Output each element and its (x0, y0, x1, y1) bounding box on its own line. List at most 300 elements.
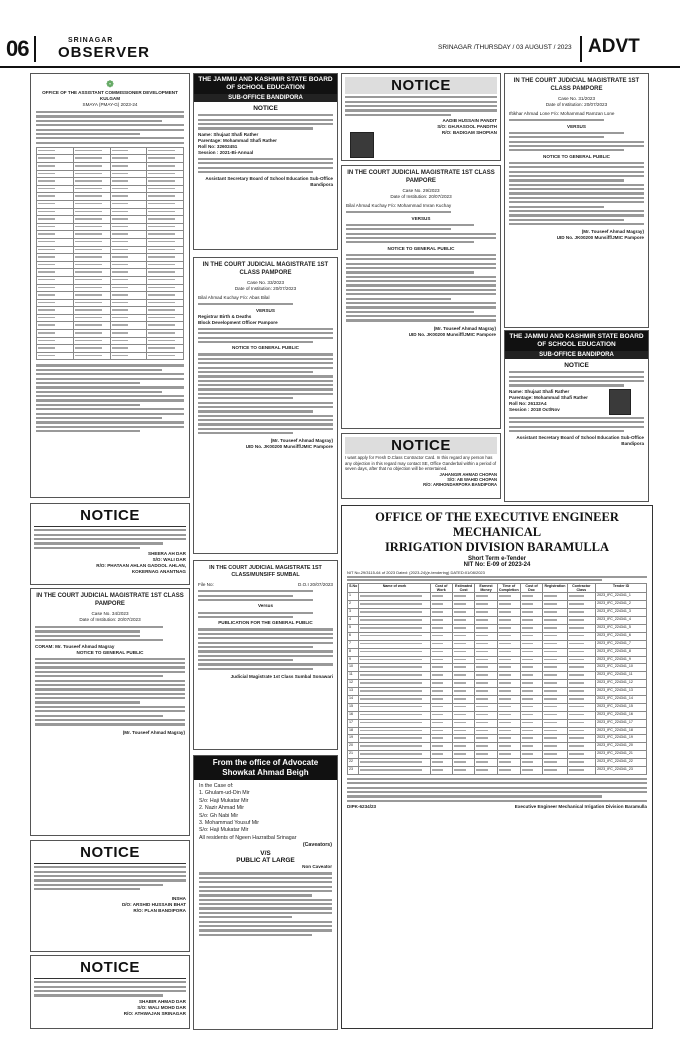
uid: UID No. JK00200 Munsiff/JMIC Pampore (408, 331, 496, 337)
table-cell (475, 648, 497, 656)
table-cell (37, 254, 74, 262)
board-sub: SUB-OFFICE BANDIPORA (505, 351, 648, 359)
table-cell (520, 751, 542, 759)
table-cell (73, 216, 110, 224)
table-row (348, 711, 647, 719)
table-cell (567, 695, 595, 703)
table-cell (497, 727, 520, 735)
table-cell (543, 735, 567, 743)
table-cell (110, 216, 147, 224)
dipk-number: DIPK-6234/23 (347, 804, 377, 810)
table-cell (452, 759, 474, 767)
table-cell (475, 688, 497, 696)
table-cell (475, 743, 497, 751)
tender-id: 2023_IFC_224341_16 (596, 711, 647, 719)
roll-no: 26132A4 (527, 400, 547, 406)
table-cell (147, 276, 184, 284)
row-number: 7 (348, 640, 359, 648)
brand-logo: OBSERVER (58, 44, 150, 61)
case-no: Case No. 33/2023 (246, 280, 285, 285)
table-cell (37, 307, 74, 315)
table-cell (359, 640, 430, 648)
table-cell (543, 672, 567, 680)
table-cell (37, 185, 74, 193)
table-cell (452, 719, 474, 727)
table-cell (37, 170, 74, 178)
table-cell (37, 155, 74, 163)
signer-addr: R/O: ATHWAJAN SRINAGAR (123, 1010, 186, 1016)
table-cell (567, 743, 595, 751)
versus: VERSUS (567, 123, 586, 129)
table-cell (147, 170, 184, 178)
table-cell (147, 193, 184, 201)
table-cell (147, 238, 184, 246)
signer: (Mr. Touseef Ahmad Magray) (433, 325, 496, 331)
table-cell (147, 307, 184, 315)
table-cell (543, 617, 567, 625)
table-cell (452, 680, 474, 688)
table-cell (359, 759, 430, 767)
table-cell (475, 601, 497, 609)
table-cell (430, 648, 452, 656)
table-cell (543, 632, 567, 640)
notice-insha (30, 840, 190, 952)
roll-no: 32602451 (216, 143, 238, 149)
table-cell (452, 617, 474, 625)
case-no: Case No. 29/2023 (402, 188, 440, 193)
table-cell (475, 617, 497, 625)
table-cell (520, 727, 542, 735)
table-cell (475, 672, 497, 680)
tender-id: 2023_IFC_224341_2 (596, 601, 647, 609)
label: Parentage: (509, 394, 533, 400)
table-cell (497, 743, 520, 751)
table-cell (147, 254, 184, 262)
signer: (Mr. Touseef Ahmad Magray) (122, 729, 185, 735)
table-cell (452, 688, 474, 696)
table-cell (567, 640, 595, 648)
label: Roll No: (509, 400, 527, 406)
row-number: 12 (348, 680, 359, 688)
table-cell (497, 751, 520, 759)
advocate-title: From the office of Advocate Showkat Ahmad Beigh (194, 756, 337, 780)
label: Session : (509, 406, 530, 412)
table-row (348, 593, 647, 601)
case-no: Case No. 31/2023 (557, 96, 596, 101)
versus: Versus (257, 603, 274, 609)
table-cell (110, 269, 147, 277)
table-cell (73, 170, 110, 178)
table-row (348, 751, 647, 759)
table-cell (73, 322, 110, 330)
table-row (37, 261, 184, 269)
table-cell (359, 719, 430, 727)
table-cell (430, 735, 452, 743)
table-row (348, 632, 647, 640)
table-header-cell: Cost of Doc (520, 584, 542, 593)
table-row (348, 766, 647, 774)
table-header-cell: S.No (348, 584, 359, 593)
table-cell (359, 703, 430, 711)
tender-id: 2023_IFC_224341_1 (596, 593, 647, 601)
row-number: 10 (348, 664, 359, 672)
row-number: 14 (348, 695, 359, 703)
table-cell (567, 719, 595, 727)
table-row (37, 337, 184, 345)
table-cell (110, 170, 147, 178)
table-row (37, 254, 184, 262)
board-notice-label: NOTICE (564, 362, 589, 369)
notice-title: NOTICE (80, 507, 140, 524)
table-cell (359, 695, 430, 703)
respondent: Block Development Officer Pampore (198, 319, 278, 325)
table-row (37, 322, 184, 330)
court-title: IN THE COURT JUDICIAL MAGISTRATE 1ST CLASS PAMPORE (513, 78, 640, 92)
table-cell (567, 601, 595, 609)
party-item: All residents of Ngeen Hazratbal Srinagar (199, 834, 297, 841)
table-cell (567, 624, 595, 632)
table-cell (452, 751, 474, 759)
notice-title: NOTICE (80, 844, 140, 861)
tender-id: 2023_IFC_224341_14 (596, 695, 647, 703)
table-cell (543, 680, 567, 688)
table-cell (452, 735, 474, 743)
table-cell (359, 609, 430, 617)
table-cell (37, 337, 74, 345)
table-cell (452, 624, 474, 632)
party: Bilal Ahmad Kuchay F/o: Abas Bilal (198, 295, 270, 300)
tender-id: 2023_IFC_224341_18 (596, 727, 647, 735)
table-row (37, 223, 184, 231)
label: Parentage: (198, 137, 222, 143)
court-notice-1 (30, 588, 190, 836)
party-item: S/o: Haji Mukatar Mir (199, 797, 249, 804)
table-row (37, 269, 184, 277)
court-notice-2 (193, 257, 338, 554)
table-cell (73, 269, 110, 277)
table-cell (543, 601, 567, 609)
table-cell (497, 711, 520, 719)
court-title: IN THE COURT JUDICIAL MAGISTRATE 1ST CLASS PAMPORE (347, 170, 495, 184)
table-cell (543, 751, 567, 759)
table-cell (497, 617, 520, 625)
table-cell (359, 680, 430, 688)
table-row (37, 208, 184, 216)
table-cell (543, 593, 567, 601)
table-cell (520, 672, 542, 680)
table-row (37, 185, 184, 193)
table-cell (475, 711, 497, 719)
table-cell (110, 200, 147, 208)
table-cell (147, 246, 184, 254)
table-row (348, 735, 647, 743)
table-row (348, 688, 647, 696)
table-cell (475, 680, 497, 688)
court-notice-3 (341, 165, 501, 429)
row-number: 17 (348, 719, 359, 727)
table-cell (73, 185, 110, 193)
table-cell (452, 609, 474, 617)
table-cell (452, 672, 474, 680)
table-cell (73, 284, 110, 292)
table-cell (497, 759, 520, 767)
table-row (348, 759, 647, 767)
table-cell (520, 624, 542, 632)
party-item: S/o: Haji Mukatar Mir (199, 827, 249, 834)
table-cell (543, 743, 567, 751)
table-cell (430, 640, 452, 648)
table-cell (110, 155, 147, 163)
table-row (37, 330, 184, 338)
signer-addr: KOKERNAG ANANTNAG (131, 569, 186, 575)
tender-id: 2023_IFC_224341_23 (596, 766, 647, 774)
table-cell (359, 766, 430, 774)
table-cell (37, 261, 74, 269)
table-header-cell: Time of Completion (498, 584, 519, 593)
table-cell (147, 178, 184, 186)
table-cell (110, 261, 147, 269)
table-cell (147, 223, 184, 231)
table-cell (475, 695, 497, 703)
table-cell (543, 727, 567, 735)
table-cell (567, 766, 595, 774)
row-number: 23 (348, 766, 359, 774)
notice-jahangir (341, 433, 501, 499)
table-cell (359, 656, 430, 664)
table-cell (73, 254, 110, 262)
row-number: 20 (348, 743, 359, 751)
notice-title: NOTICE (80, 959, 140, 976)
table-row (37, 155, 184, 163)
table-row (37, 307, 184, 315)
table-cell (147, 231, 184, 239)
table-row (37, 246, 184, 254)
table-cell (452, 656, 474, 664)
table-cell (520, 743, 542, 751)
table-cell (110, 352, 147, 360)
signer-addr: R/O: PHATAAN AHLAN GADOOL AHLAN, (96, 563, 186, 569)
table-cell (520, 664, 542, 672)
table-cell (452, 664, 474, 672)
table-cell (147, 155, 184, 163)
label: Roll No: (198, 143, 216, 149)
row-number: 6 (348, 632, 359, 640)
table-cell (147, 352, 184, 360)
case-date: Date of Institution: 20/07/2023 (79, 617, 141, 622)
notice-general: NOTICE TO GENERAL PUBLIC (76, 649, 144, 655)
signer: SHEERA AH DAR (148, 551, 186, 557)
table-row (37, 352, 184, 360)
row-number: 5 (348, 624, 359, 632)
table-cell (475, 703, 497, 711)
table-cell (497, 735, 520, 743)
respondent: Registrar Birth & Deaths (198, 313, 252, 319)
case-date: Date of Institution: 20/07/2023 (390, 194, 452, 199)
table-cell (147, 337, 184, 345)
table-cell (147, 185, 184, 193)
table-cell (567, 751, 595, 759)
notice-text: I want apply for Fresh D.Class Contractor Card. In this regard any person has any objection in this regard may contact SE, Office Ganderbal within a period of seven days, after that no objection will be entertained. (345, 455, 497, 472)
table-cell (497, 632, 520, 640)
table-row (37, 238, 184, 246)
table-cell (430, 624, 452, 632)
signer-so: D/O: ARSHID HUSSAIN BHAT (121, 902, 186, 908)
table-cell (430, 672, 452, 680)
table-cell (37, 178, 74, 186)
table-cell (37, 193, 74, 201)
table-cell (147, 292, 184, 300)
irrigation-tender (341, 505, 653, 1029)
table-cell (520, 632, 542, 640)
notice-shabir (30, 955, 190, 1029)
table-cell (430, 656, 452, 664)
table-cell (73, 238, 110, 246)
table-cell (359, 632, 430, 640)
tender-id: 2023_IFC_224341_19 (596, 735, 647, 743)
notice-aadib (341, 73, 501, 161)
table-cell (73, 299, 110, 307)
table-cell (475, 632, 497, 640)
table-cell (475, 727, 497, 735)
row-number: 9 (348, 656, 359, 664)
table-cell (147, 261, 184, 269)
table-cell (147, 322, 184, 330)
table-cell (475, 735, 497, 743)
body-text (36, 364, 184, 432)
notice-general: NOTICE TO GENERAL PUBLIC (543, 153, 610, 159)
tender-id: 2023_IFC_224341_7 (596, 640, 647, 648)
table-cell (73, 276, 110, 284)
table-cell (567, 727, 595, 735)
table-cell (430, 719, 452, 727)
doi: D.O.I 20/07/2023 (298, 582, 333, 587)
table-cell (520, 766, 542, 774)
table-cell (567, 672, 595, 680)
uid: UID No. JK00200 Munsiff/JMIC Pampore (556, 235, 644, 241)
table-cell (430, 688, 452, 696)
table-cell (543, 711, 567, 719)
table-cell (497, 601, 520, 609)
table-cell (110, 345, 147, 353)
table-cell (359, 617, 430, 625)
table-cell (520, 711, 542, 719)
public-at-large: PUBLIC AT LARGE (236, 857, 295, 865)
table-cell (475, 751, 497, 759)
table-cell (430, 759, 452, 767)
table-cell (147, 330, 184, 338)
signer: Judicial Magistrate 1st Class Sumbal Sonawari (230, 674, 333, 679)
case-date: Date of Institution: 20/07/2023 (234, 286, 297, 291)
table-header-cell: Contractor Class (567, 584, 595, 593)
row-number: 11 (348, 672, 359, 680)
table-cell (520, 695, 542, 703)
table-header-cell: Estimated Cost (452, 584, 474, 593)
signer: Executive Engineer Mechanical Irrigation Division Baramulla (514, 804, 647, 810)
table-cell (520, 617, 542, 625)
table-cell (430, 664, 452, 672)
table-cell (567, 593, 595, 601)
table-cell (37, 216, 74, 224)
table-cell (110, 284, 147, 292)
table-cell (359, 624, 430, 632)
table-cell (110, 330, 147, 338)
board-title: THE JAMMU AND KASHMIR STATE BOARD OF SCHOOL EDUCATION (505, 331, 648, 351)
row-number: 22 (348, 759, 359, 767)
table-cell (497, 624, 520, 632)
table-cell (37, 292, 74, 300)
table-cell (543, 664, 567, 672)
table-row (37, 276, 184, 284)
table-cell (359, 711, 430, 719)
signer-addr: R/O: PLAN BANDIPORA (133, 908, 186, 914)
board-notice-1 (193, 73, 338, 250)
versus: VERSUS (411, 215, 431, 221)
table-row (348, 695, 647, 703)
table-cell (452, 593, 474, 601)
applicant-photo (350, 132, 374, 158)
table-cell (430, 609, 452, 617)
court-notice-4 (504, 73, 649, 328)
tender-table (347, 583, 647, 774)
table-row (348, 680, 647, 688)
tender-id: 2023_IFC_224341_6 (596, 632, 647, 640)
tender-id: 2023_IFC_224341_13 (596, 688, 647, 696)
table-cell (110, 292, 147, 300)
table-cell (37, 352, 74, 360)
table-cell (73, 345, 110, 353)
table-cell (497, 593, 520, 601)
tender-id: 2023_IFC_224341_20 (596, 743, 647, 751)
table-cell (147, 284, 184, 292)
table-cell (452, 632, 474, 640)
table-cell (520, 609, 542, 617)
signer: (Mr. Touseef Ahmad Magray) (581, 229, 644, 235)
table-cell (543, 609, 567, 617)
table-cell (147, 216, 184, 224)
table-cell (73, 193, 110, 201)
table-cell (110, 246, 147, 254)
table-cell (73, 246, 110, 254)
table-row (348, 624, 647, 632)
signer-addr: R/O: ARIHONDARPORA BANDIPORA (423, 481, 497, 487)
emblem-icon: ❁ (106, 79, 114, 89)
table-row (37, 200, 184, 208)
label: Name: (509, 388, 524, 394)
row-number: 8 (348, 648, 359, 656)
table-cell (543, 719, 567, 727)
table-cell (567, 664, 595, 672)
session: 2021-Bi-Annual (219, 149, 254, 155)
table-cell (567, 656, 595, 664)
row-number: 16 (348, 711, 359, 719)
row-number: 18 (348, 727, 359, 735)
table-cell (497, 695, 520, 703)
table-cell (147, 147, 184, 155)
table-cell (147, 269, 184, 277)
table-cell (359, 648, 430, 656)
tender-id: 2023_IFC_224341_4 (596, 617, 647, 625)
table-row (37, 299, 184, 307)
signer: INSHA (171, 896, 186, 902)
tender-id: 2023_IFC_224341_10 (596, 664, 647, 672)
table-cell (110, 185, 147, 193)
row-number: 13 (348, 688, 359, 696)
table-cell (73, 231, 110, 239)
table-cell (110, 231, 147, 239)
table-cell (359, 751, 430, 759)
table-cell (359, 601, 430, 609)
table-cell (110, 322, 147, 330)
